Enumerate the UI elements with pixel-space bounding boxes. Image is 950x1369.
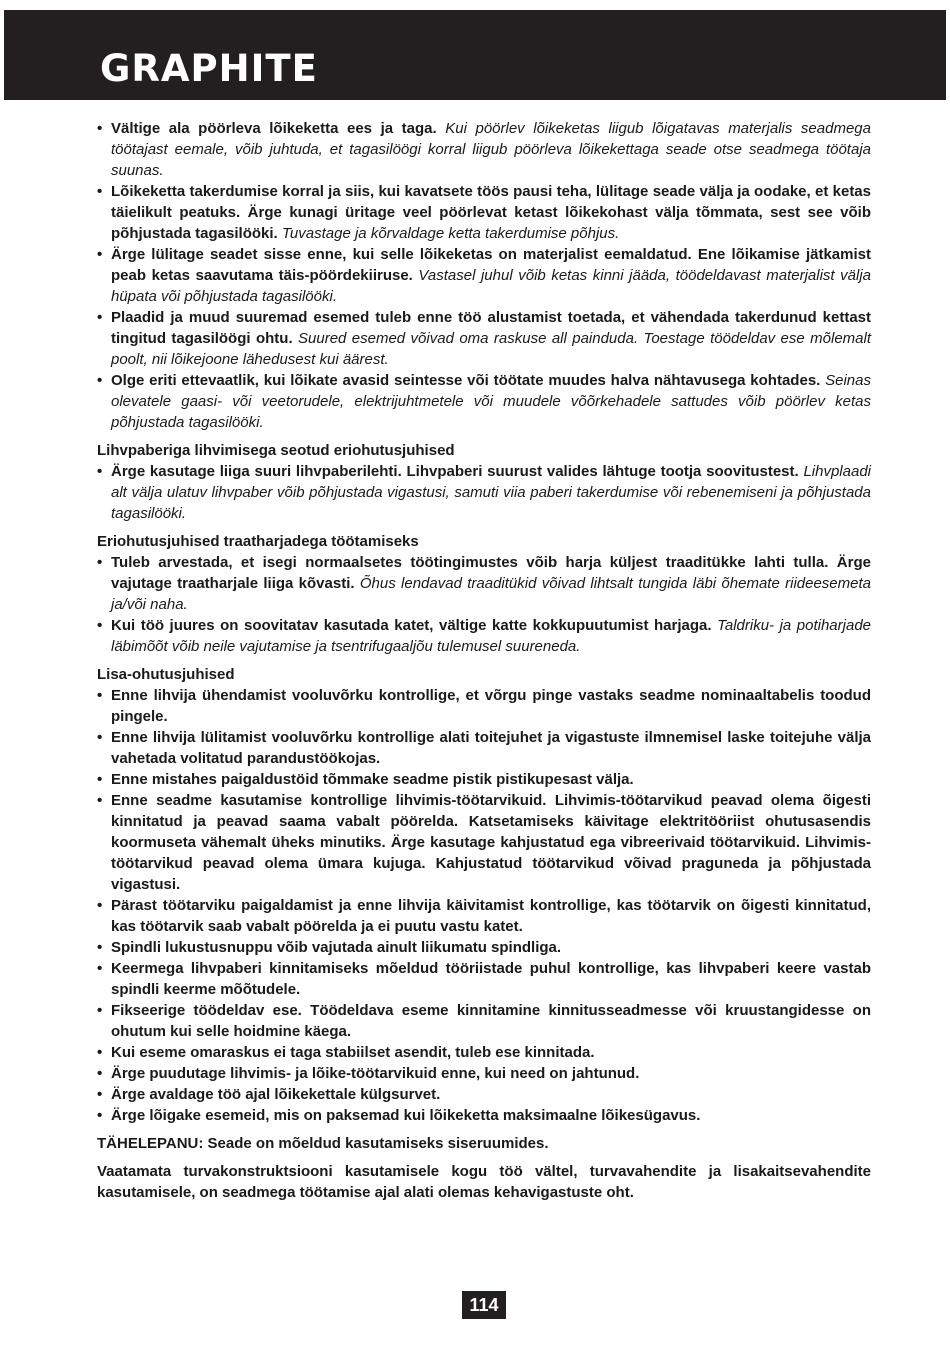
list-item [97, 181, 871, 244]
document-body [97, 118, 871, 1203]
list-item [97, 685, 871, 727]
instruction-text: Ärge lülitage seadet sisse enne, kui selle lõikeketas on materjalist eemaldatud. Ene lõikamise jätkamist peab ketas saavutama täis-pöördekiiruse. [111, 246, 871, 284]
list-item [97, 461, 871, 524]
bullet-icon: • [97, 771, 103, 788]
bullet-icon: • [97, 1044, 103, 1061]
bullet-icon: • [97, 1086, 103, 1103]
list-item [97, 307, 871, 370]
list-item [97, 790, 871, 895]
list-item [97, 1063, 871, 1084]
instruction-text: Kui eseme omaraskus ei taga stabiilset asendit, tuleb ese kinnitada. [111, 1044, 595, 1061]
section-heading: Eriohutusjuhised traatharjadega töötamiseks [97, 533, 419, 550]
list-item [97, 244, 871, 307]
bullet-icon: • [97, 939, 103, 956]
instruction-text: Enne mistahes paigaldustöid tõmmake seadme pistik pistikupesast välja. [111, 771, 634, 788]
instruction-text: Ärge avaldage töö ajal lõikekettale külgsurvet. [111, 1086, 441, 1103]
list-item [97, 727, 871, 769]
instruction-text: Spindli lukustusnuppu võib vajutada ainult liikumatu spindliga. [111, 939, 562, 956]
instruction-text: Tuleb arvestada, et isegi normaalsetes töötingimustes võib harja küljest traaditükke lahti tulla. Ärge vajutage traatharjale liiga kõvasti. [111, 554, 871, 592]
bullet-icon: • [97, 463, 103, 480]
bullet-icon: • [97, 617, 103, 634]
instruction-section [97, 440, 871, 524]
list-item [97, 958, 871, 1000]
explanation-text: Õhus lendavad traaditükid võivad lihtsalt tungida läbi õhemate riideesemeta ja/või naha. [111, 575, 871, 613]
bullet-icon: • [97, 1002, 103, 1019]
list-item [97, 937, 871, 958]
instruction-text: Ärge lõigake esemeid, mis on paksemad kui lõikeketta maksimaalne lõikesügavus. [111, 1107, 701, 1124]
explanation-text: Kui pöörlev lõikeketas liigub lõigatavas materjalis seadmega töötajast eemale, võib juhtuda, et tagasilöögi korral liigub pöörleva lõikekettaga seade otse seadmega töötaja suunas. [111, 120, 871, 179]
list-item [97, 118, 871, 181]
bullet-icon: • [97, 729, 103, 746]
instruction-text: Enne seadme kasutamise kontrollige lihvimis-töötarvikuid. Lihvimis-töötarvikud peavad olema õigesti kinnitatud ja peavad saama vabalt pöörelda. Katsetamiseks käivitage elektritööriist ohutusasendis koormuseta vähemalt üheks minutiks. Ärge kasutage kahjustatud ega vibreerivaid töötarvikuid. Lihvimis-töötarvikud peavad olema ümara kujuga. Kahjustatud töötarvikud võivad praguneda ja põhjustada vigastusi. [111, 792, 871, 893]
instruction-section [97, 664, 871, 1126]
bullet-icon: • [97, 960, 103, 977]
section-heading: Lisa-ohutusjuhised [97, 666, 235, 683]
bullet-icon: • [97, 372, 103, 389]
bullet-icon: • [97, 554, 103, 571]
explanation-text: Tuvastage ja kõrvaldage ketta takerdumise põhjus. [281, 225, 620, 242]
list-item [97, 1105, 871, 1126]
list-item [97, 769, 871, 790]
bullet-icon: • [97, 792, 103, 809]
bullet-icon: • [97, 1065, 103, 1082]
instruction-section [97, 118, 871, 433]
bullet-icon: • [97, 897, 103, 914]
bullet-icon: • [97, 120, 103, 137]
instruction-text: Ärge kasutage liiga suuri lihvpaberilehti. Lihvpaberi suurust valides lähtuge tootja soovitustest. [111, 463, 799, 480]
instruction-text: Fikseerige töödeldav ese. Töödeldava eseme kinnitamine kinnitusseadmesse või kruustangidesse on ohutum kui selle hoidmine käega. [111, 1002, 871, 1040]
list-item [97, 1084, 871, 1105]
instruction-text: Keermega lihvpaberi kinnitamiseks mõeldud tööriistade puhul kontrollige, kas lihvpaberi keere vastab spindli keerme mõõtudele. [111, 960, 871, 998]
instruction-text: Ärge puudutage lihvimis- ja lõike-töötarvikuid enne, kui need on jahtunud. [111, 1065, 640, 1082]
bullet-icon: • [97, 309, 103, 326]
instruction-sections [97, 118, 871, 1126]
explanation-text: Seinas olevatele gaasi- või veetorudele, elektrijuhtmetele või muudele võõrkehadele sattudes võib pöörlev ketas põhjustada tagasilööki. [111, 372, 871, 431]
section-heading: Lihvpaberiga lihvimisega seotud eriohutusjuhised [97, 442, 455, 459]
instruction-text: Plaadid ja muud suuremad esemed tuleb enne töö alustamist toetada, et vähendada takerdunud kettast tingitud tagasilöögi ohtu. [111, 309, 871, 347]
instruction-text: Kui töö juures on soovitatav kasutada katet, vältige katte kokkupuutumist harjaga. [111, 617, 712, 634]
bullet-icon: • [97, 1107, 103, 1124]
instruction-text: Enne lihvija lülitamist vooluvõrku kontrollige alati toitejuhet ja vigastuste ilmnemisel laske toitejuhe välja vahetada volitatud parandustöökojas. [111, 729, 871, 767]
instruction-section [97, 531, 871, 657]
list-item [97, 895, 871, 937]
instruction-text: Pärast töötarviku paigaldamist ja enne lihvija käivitamist kontrollige, kas töötarvik on õigesti kinnitatud, kas töötarvik saab vabalt pöörelda ja ei puutu vastu katet. [111, 897, 871, 935]
closing-paragraph: Vaatamata turvakonstruktsiooni kasutamisele kogu töö vältel, turvavahendite ja lisakaitsevahendite kasutamisele, on seadmega töötamise ajal alati olemas kehavigastuste oht. [97, 1163, 871, 1201]
bullet-icon: • [97, 687, 103, 704]
notice-text: TÄHELEPANU: Seade on mõeldud kasutamiseks siseruumides. [97, 1135, 549, 1152]
list-item [97, 1000, 871, 1042]
instruction-text: Vältige ala pöörleva lõikeketta ees ja taga. [111, 120, 437, 137]
header-bar [4, 10, 946, 100]
explanation-text: Vastasel juhul võib ketas kinni jääda, töödeldavast materjalist välja hüpata või põhjustada tagasilööki. [111, 267, 871, 305]
instruction-text: Enne lihvija ühendamist vooluvõrku kontrollige, et võrgu pinge vastaks seadme nominaaltabelis toodud pingele. [111, 687, 871, 725]
instruction-text: Olge eriti ettevaatlik, kui lõikate avasid seintesse või töötate muudes halva nähtavusega kohtades. [111, 372, 821, 389]
explanation-text: Taldriku- ja potiharjade läbimõõt võib neile vajutamise ja tsentrifugaaljõu tulemusel suureneda. [111, 617, 872, 655]
explanation-text: Lihvplaadi alt välja ulatuv lihvpaber võib põhjustada vigastusi, samuti viia paberi takerdumise või rebenemiseni ja põhjustada tagasilööki. [111, 463, 871, 522]
list-item [97, 370, 871, 433]
list-item [97, 1042, 871, 1063]
explanation-text: Suured esemed võivad oma raskuse all painduda. Toestage töödeldav ese mõlemalt poolt, nii lõikejoone lähedusest kui äärest. [111, 330, 871, 368]
page-number: 114 [462, 1291, 506, 1319]
instruction-text: Lõikeketta takerdumise korral ja siis, kui kavatsete töös pausi teha, lülitage seade välja ja oodake, et ketas täielikult peatuks. Ärge kunagi üritage veel pöörlevat ketast lõikekohast välja tõmmata, sest see võib põhjustada tagasilööki. [111, 183, 871, 242]
bullet-icon: • [97, 246, 103, 263]
list-item [97, 615, 871, 657]
list-item [97, 552, 871, 615]
brand-logo: GRAPHITE [100, 47, 318, 90]
bullet-icon: • [97, 183, 103, 200]
